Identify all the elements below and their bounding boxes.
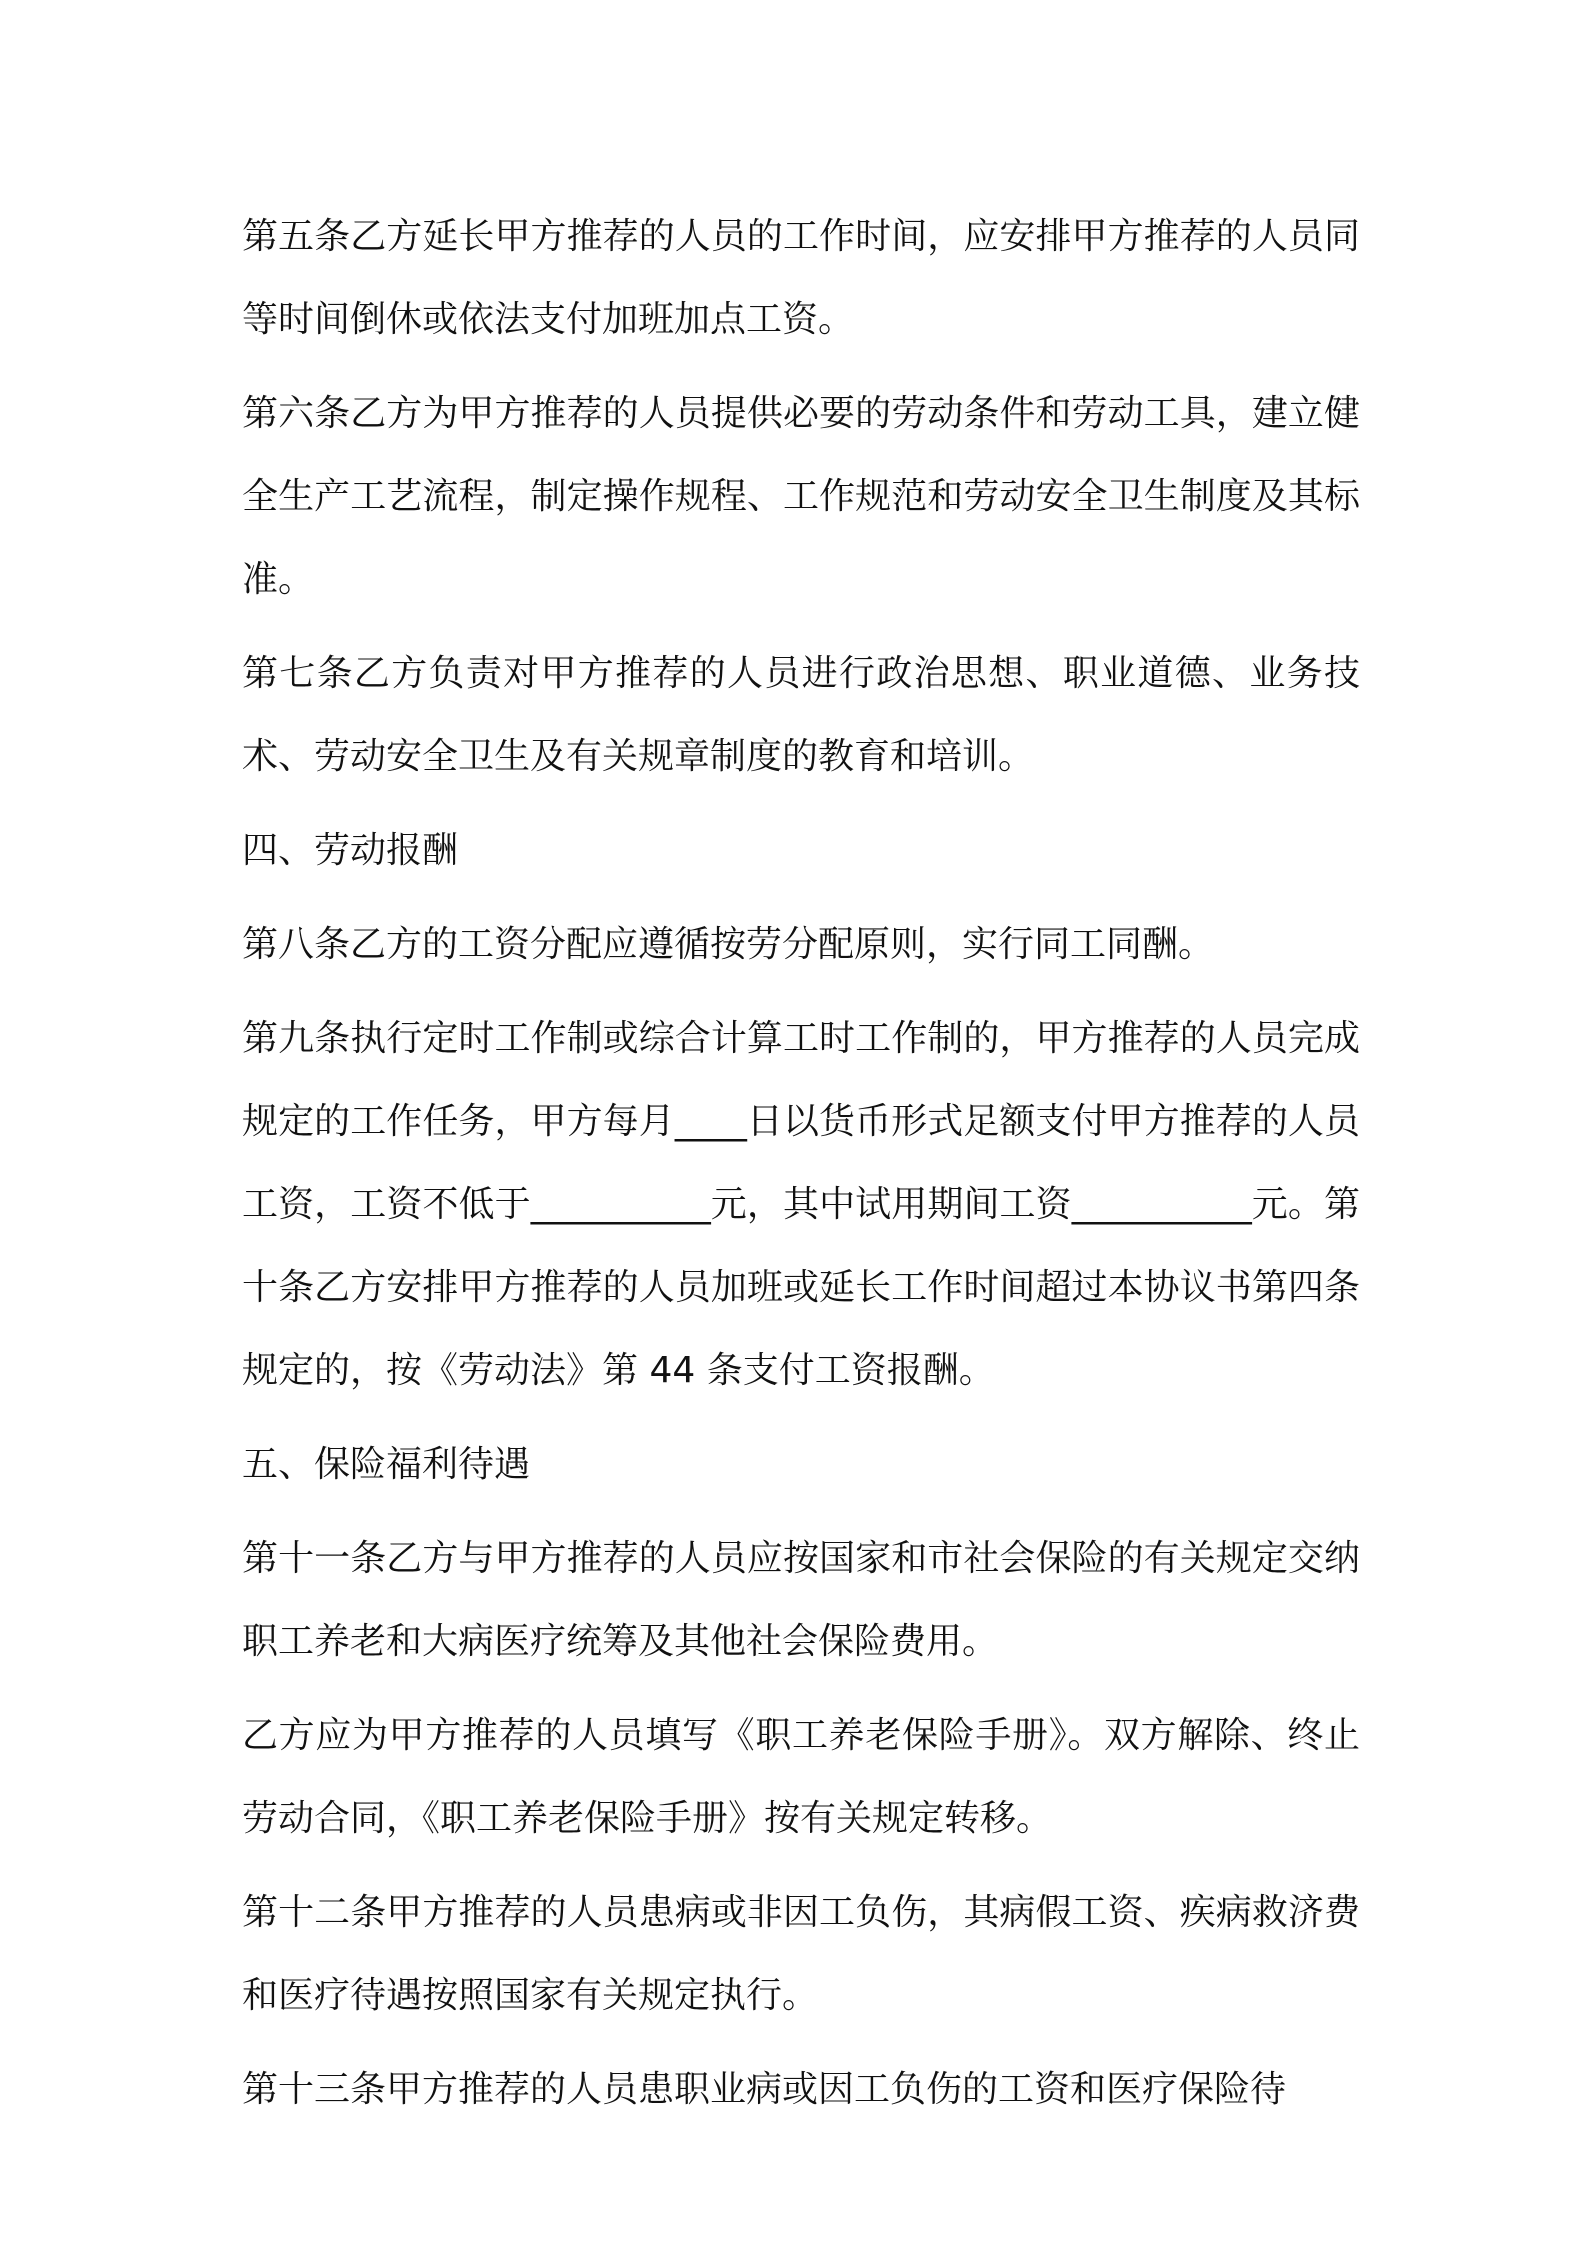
pension-handbook-paragraph: 乙方应为甲方推荐的人员填写《职工养老保险手册》。双方解除、终止劳动合同，《职工养老保险手册》按有关规定转移。 xyxy=(242,1715,1360,1839)
article-13-paragraph: 第十三条甲方推荐的人员患职业病或因工负伤的工资和医疗保险待 xyxy=(242,2069,1287,2110)
article-6-paragraph: 第六条乙方为甲方推荐的人员提供必要的劳动条件和劳动工具，建立健全生产工艺流程，制定操作规程、工作规范和劳动安全卫生制度及其标准。 xyxy=(242,393,1360,600)
section-heading-insurance: 五、保险福利待遇 xyxy=(242,1444,531,1485)
article-5-paragraph: 第五条乙方延长甲方推荐的人员的工作时间，应安排甲方推荐的人员同等时间倒休或依法支付加班加点工资。 xyxy=(242,216,1360,340)
section-heading-remuneration: 四、劳动报酬 xyxy=(242,830,459,871)
article-11-paragraph: 第十一条乙方与甲方推荐的人员应按国家和市社会保险的有关规定交纳职工养老和大病医疗统筹及其他社会保险费用。 xyxy=(242,1538,1360,1662)
article-9-10-paragraph: 第九条执行定时工作制或综合计算工时工作制的，甲方推荐的人员完成规定的工作任务，甲方每月____日以货币形式足额支付甲方推荐的人员工资，工资不低于__________元，其中试用期间工资__________元。第十条乙方安排甲方推荐的人员加班或延长工作时间超过本协议书第四条规定的，按《劳动法》第 44 条支付工资报酬。 xyxy=(242,1018,1360,1391)
document-body xyxy=(242,195,1360,2142)
article-12-paragraph: 第十二条甲方推荐的人员患病或非因工负伤，其病假工资、疾病救济费和医疗待遇按照国家有关规定执行。 xyxy=(242,1892,1360,2016)
article-7-paragraph: 第七条乙方负责对甲方推荐的人员进行政治思想、职业道德、业务技术、劳动安全卫生及有关规章制度的教育和培训。 xyxy=(242,653,1360,777)
article-8-paragraph: 第八条乙方的工资分配应遵循按劳分配原则，实行同工同酬。 xyxy=(242,924,1215,965)
